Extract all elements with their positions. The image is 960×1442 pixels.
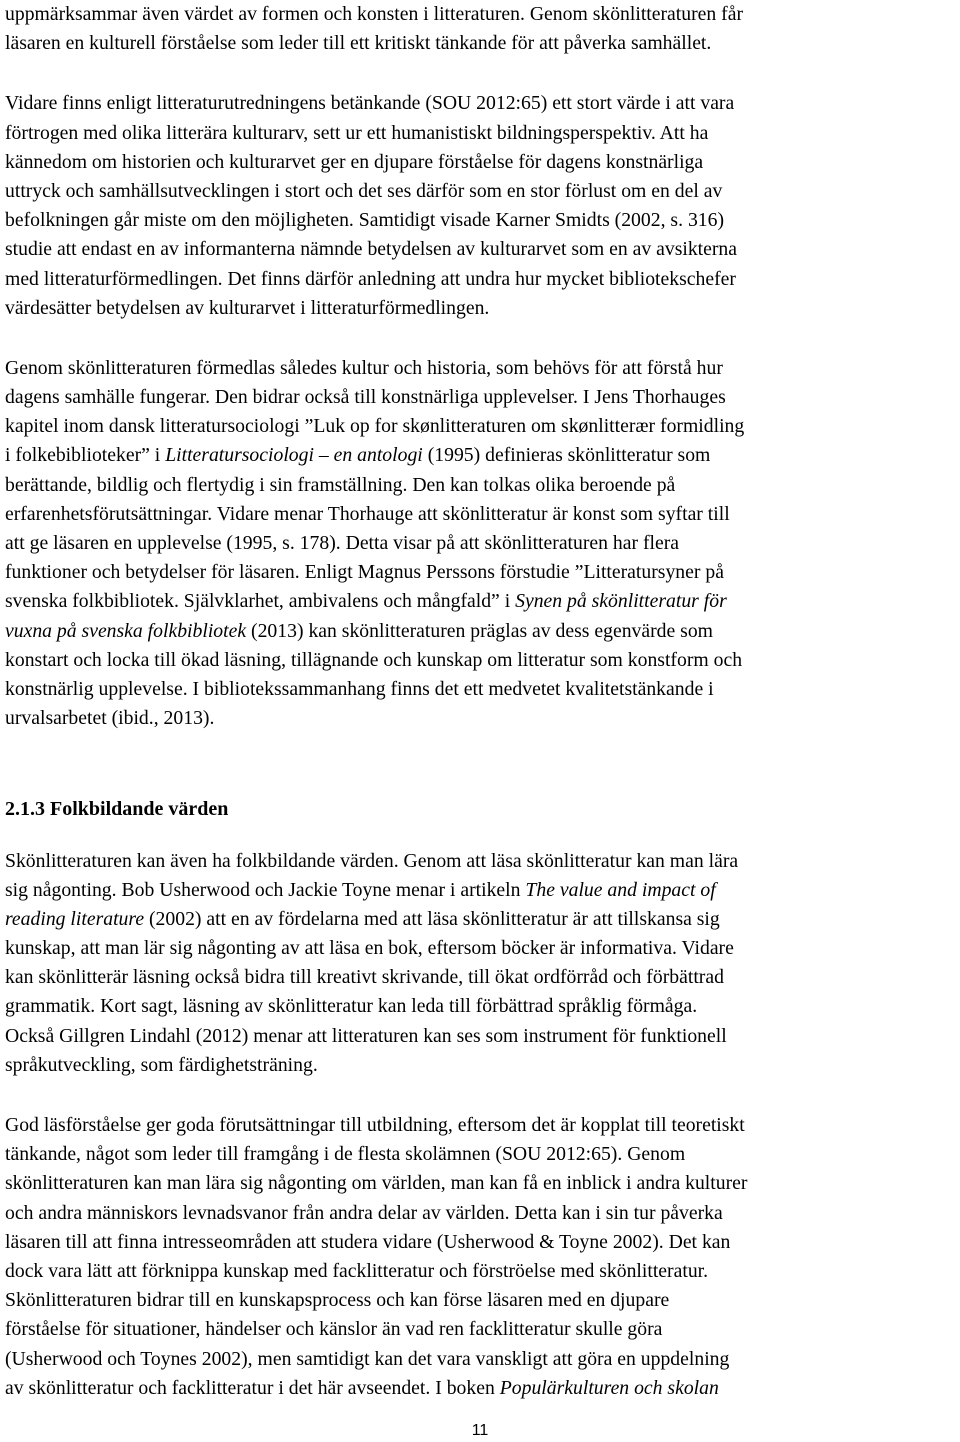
text-line: läsaren en kulturell förståelse som leder till ett kritiskt tänkande för att påverka samhället. — [5, 32, 712, 55]
text-line: Skönlitteraturen kan även ha folkbildande värden. Genom att läsa skönlitteratur kan man lära — [5, 849, 739, 872]
text-run: sig någonting. Bob Usherwood och Jackie Toyne menar i artikeln — [5, 878, 526, 901]
text-line — [5, 587, 960, 616]
text-line: och andra människors levnadsvanor från andra delar av världen. Detta kan i sin tur påverka — [5, 1201, 723, 1224]
text-line: konstnärlig upplevelse. I bibliotekssammanhang finns det ett medvetet kvalitetstänkande i — [5, 677, 714, 700]
text-line — [5, 876, 960, 905]
section-heading: 2.1.3 Folkbildande värden — [5, 798, 229, 821]
text-line: kapitel inom dansk litteratursociologi ”Luk op for skønlitteraturen om skønlitterær formidling — [5, 415, 745, 438]
text-line: skönlitteraturen kan man lära sig någonting om världen, man kan få en inblick i andra kulturer — [5, 1172, 748, 1195]
text-line: språkutveckling, som färdighetsträning. — [5, 1053, 318, 1076]
text-line: God läsförståelse ger goda förutsättningar till utbildning, eftersom det är kopplat till teoretiskt — [5, 1114, 745, 1136]
text-line: funktioner och betydelser för läsaren. Enligt Magnus Perssons förstudie ”Litteratursyner på — [5, 561, 724, 584]
text-line: erfarenhetsförutsättningar. Vidare menar Thorhauge att skönlitteratur är konst som syftar till — [5, 502, 730, 525]
text-run: (2013) kan skönlitteraturen präglas av dess egenvärde som — [246, 619, 713, 642]
text-line: konstart och locka till ökad läsning, tillägnande och kunskap om litteratur som konstform och — [5, 648, 743, 671]
text-line: grammatik. Kort sagt, läsning av skönlitteratur kan leda till förbättrad språklig förmåga. — [5, 995, 698, 1018]
book-title: vuxna på svenska folkbibliotek — [5, 619, 247, 642]
text-line: kan skönlitterär läsning också bidra till kreativt skrivande, till ökat ordförråd och förbättrad — [5, 966, 724, 989]
text-run: av skönlitteratur och facklitteratur i det här avseendet. I boken — [5, 1376, 500, 1399]
text-line — [5, 1374, 960, 1403]
text-line: Vidare finns enligt litteraturutredningens betänkande (SOU 2012:65) ett stort värde i att vara — [5, 92, 735, 115]
text-line: studie att endast en av informanterna nämnde betydelsen av kulturarvet som en av avsikterna — [5, 238, 738, 261]
text-line: befolkningen går miste om den möjligheten. Samtidigt visade Karner Smidts (2002, s. 316) — [5, 209, 725, 232]
article-title: reading literature — [5, 907, 145, 930]
article-title: The value and impact of — [525, 878, 716, 901]
text-line: Skönlitteraturen bidrar till en kunskapsprocess och kan förse läsaren med en djupare — [5, 1289, 670, 1312]
paragraph-lasforstaelse — [5, 1111, 960, 1403]
text-line: urvalsarbetet (ibid., 2013). — [5, 707, 215, 730]
text-line: kunskap, att man lär sig någonting av att läsa en bok, eftersom böcker är informativa. Vidare — [5, 937, 734, 960]
text-line: uppmärksammar även värdet av formen och konsten i litteraturen. Genom skönlitteraturen får — [5, 3, 744, 25]
text-line: att ge läsaren en upplevelse (1995, s. 178). Detta visar på att skönlitteraturen har flera — [5, 532, 680, 554]
text-line: Också Gillgren Lindahl (2012) menar att litteraturen kan ses som instrument för funktionell — [5, 1024, 727, 1047]
text-line: kännedom om historien och kulturarvet ger en djupare förståelse för dagens konstnärliga — [5, 150, 704, 173]
text-line: Genom skönlitteraturen förmedlas således kultur och historia, som behövs för att förstå hur — [5, 356, 723, 379]
text-run: (2002) att en av fördelarna med att läsa skönlitteratur är att tillskansa sig — [144, 907, 720, 930]
text-line: med litteraturförmedlingen. Det finns därför anledning att undra hur mycket bibliotekschefer — [5, 267, 736, 290]
text-line: dagens samhälle fungerar. Den bidrar också till konstnärliga upplevelser. I Jens Thorhauges — [5, 386, 726, 409]
paragraph-thorhauge — [5, 354, 960, 733]
book-title: Litteratursociologi – en antologi — [165, 444, 423, 467]
document-page — [5, 0, 960, 1403]
paragraph-top — [5, 0, 960, 58]
text-line: dock vara lätt att förknippa kunskap med facklitteratur och förströelse med skönlitteratur. — [5, 1259, 709, 1282]
text-line: förståelse för situationer, händelser och känslor än vad ren facklitteratur skulle göra — [5, 1318, 663, 1341]
text-run: i folkebiblioteker” i — [5, 444, 166, 467]
text-line — [5, 441, 960, 470]
text-line: läsaren till att finna intresseområden att studera vidare (Usherwood & Toyne 2002). Det kan — [5, 1230, 731, 1253]
text-line: (Usherwood och Toynes 2002), men samtidigt kan det vara vanskligt att göra en uppdelning — [5, 1347, 730, 1370]
text-line — [5, 905, 960, 934]
paragraph-usherwood — [5, 847, 960, 1081]
text-line: värdesätter betydelsen av kulturarvet i litteraturförmedlingen. — [5, 296, 490, 319]
text-line: uttryck och samhällsutvecklingen i stort och det ses därför som en stor förlust om en del av — [5, 179, 723, 202]
text-run: svenska folkbibliotek. Självklarhet, ambivalens och mångfald” i — [5, 590, 516, 613]
text-run: (1995) definieras skönlitteratur som — [422, 444, 711, 467]
book-title: Populärkulturen och skolan — [499, 1376, 719, 1399]
book-title: Synen på skönlitteratur för — [515, 590, 727, 613]
text-line: förtrogen med olika litterära kulturarv, sett ur ett humanistiskt bildningsperspektiv. Att ha — [5, 121, 709, 144]
paragraph-sou — [5, 89, 960, 323]
page-number: 11 — [471, 1422, 489, 1439]
text-line — [5, 617, 960, 646]
text-line: berättande, bildlig och flertydig i sin framställning. Den kan tolkas olika beroende på — [5, 473, 676, 496]
text-line: tänkande, något som leder till framgång i de flesta skolämnen (SOU 2012:65). Genom — [5, 1143, 686, 1166]
